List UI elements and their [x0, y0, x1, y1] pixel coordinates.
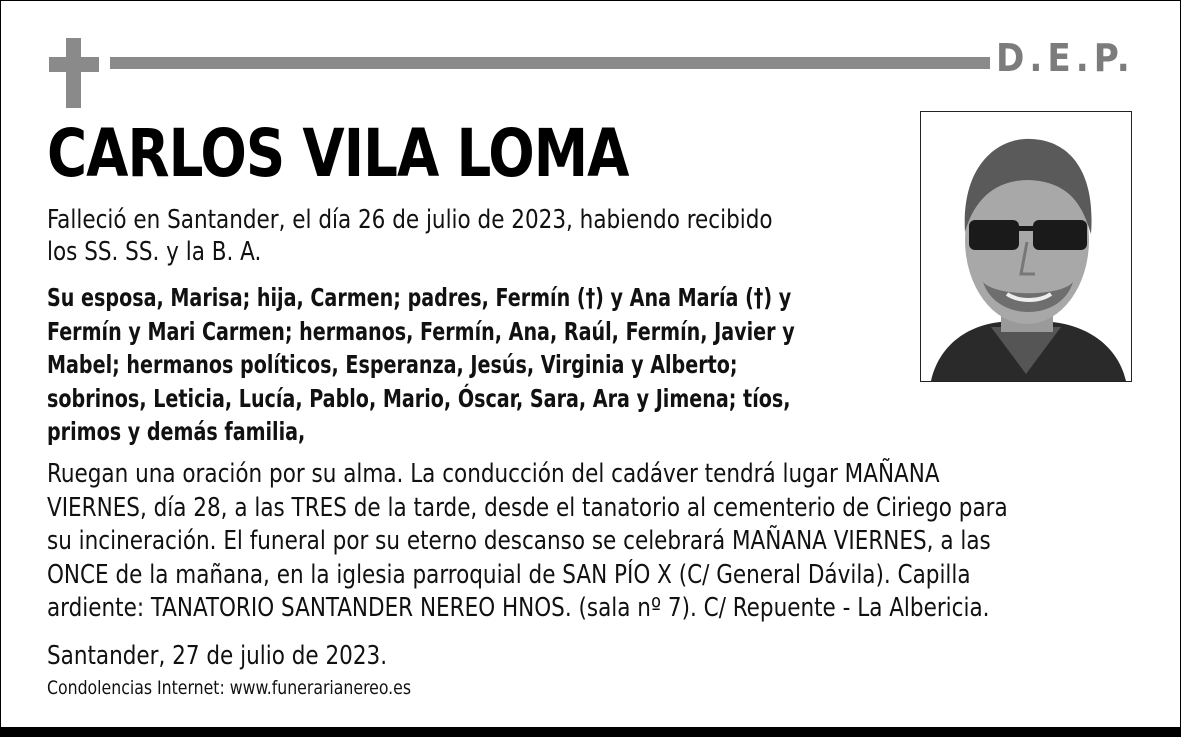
- text-line: Mabel; hermanos políticos, Esperanza, Jesús, Virginia y Alberto;: [47, 350, 738, 379]
- place-date: Santander, 27 de julio de 2023.: [47, 641, 388, 671]
- dep-label: D.E.P.: [996, 36, 1135, 80]
- condolences-website: Condolencias Internet: www.funerarianereo.es: [47, 677, 412, 699]
- bottom-border: [0, 727, 1181, 737]
- header-rule: [110, 57, 990, 69]
- cross-icon: [66, 38, 81, 108]
- cross-icon-arm: [49, 57, 99, 72]
- family-paragraph: [47, 281, 795, 449]
- ceremony-paragraph: [47, 458, 1105, 626]
- text-line: ONCE de la mañana, en la iglesia parroquial de SAN PÍO X (C/ General Dávila). Capilla: [47, 559, 971, 590]
- text-line: VIERNES, día 28, a las TRES de la tarde, desde el tanatorio al cementerio de Ciriego para: [47, 492, 1008, 523]
- text-line: Ruegan una oración por su alma. La conducción del cadáver tendrá lugar MAÑANA: [47, 459, 940, 489]
- text-line: primos y demás familia,: [47, 417, 306, 446]
- text-line: sobrinos, Leticia, Lucía, Pablo, Mario, Óscar, Sara, Ara y Jimena; tíos,: [47, 383, 791, 413]
- text-line: ardiente: TANATORIO SANTANDER NEREO HNOS. (sala nº 7). C/ Repuente - La Albericia.: [47, 593, 990, 623]
- deceased-name: CARLOS VILA LOMA: [47, 115, 629, 192]
- text-line: Falleció en Santander, el día 26 de julio de 2023, habiendo recibido: [47, 205, 773, 235]
- text-line: su incineración. El funeral por su eterno descanso se celebrará MAÑANA VIERNES, a las: [47, 526, 991, 556]
- text-line: Fermín y Mari Carmen; hermanos, Fermín, Ana, Raúl, Fermín, Javier y: [47, 316, 795, 346]
- text-line: los SS. SS. y la B. A.: [47, 237, 262, 267]
- portrait-photo: [920, 111, 1132, 382]
- text-line: Su esposa, Marisa; hija, Carmen; padres, Fermín (†) y Ana María (†) y: [47, 283, 792, 312]
- death-notice-paragraph: [47, 204, 829, 268]
